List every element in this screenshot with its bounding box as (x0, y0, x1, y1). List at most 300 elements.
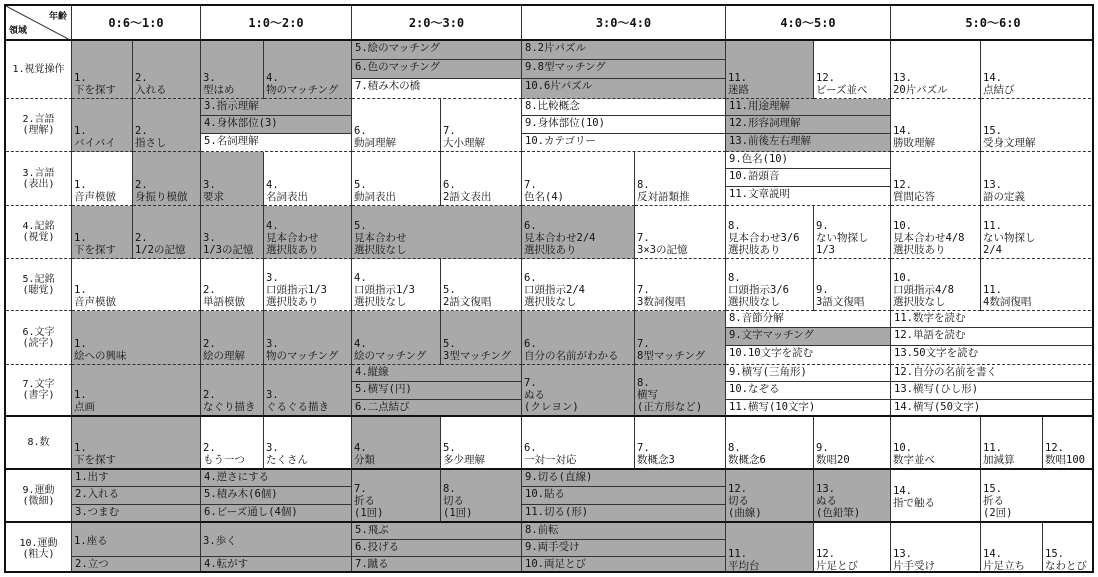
item-number: 1. (74, 284, 87, 296)
item-lang-comp-9: 9.身体部位(10) (522, 116, 726, 134)
item-text: 3×3の記憶 (637, 244, 688, 256)
item-number: 6. (524, 272, 537, 284)
item-numbers-6 (522, 417, 635, 470)
item-text: 多少理解 (443, 454, 485, 466)
item-number: 2. (203, 442, 216, 454)
item-mem-vis-11 (981, 206, 1094, 259)
item-text-line2: 選択肢なし (524, 296, 577, 308)
item-number: 6. (524, 338, 537, 350)
item-lang-exp-11: 11.文章説明 (726, 187, 891, 206)
item-number: 10. (893, 442, 912, 454)
item-text: 名詞表出 (266, 191, 308, 203)
item-number: 14. (983, 548, 1002, 560)
item-visual-10: 10.6片パズル (522, 79, 726, 99)
item-text-line1: 折る (983, 495, 1004, 507)
item-text-line1: 折る (354, 495, 375, 507)
item-number: 1. (74, 72, 87, 84)
item-number: 12. (1045, 442, 1064, 454)
item-letters-write-11: 11.横写(10文字) (726, 400, 891, 417)
item-numbers-10 (891, 417, 981, 470)
item-number: 8. (637, 377, 650, 389)
item-number: 4. (266, 72, 279, 84)
item-text-line2: 選択肢なし (728, 296, 781, 308)
item-text: 下を探す (74, 454, 116, 466)
item-letters-read-1 (72, 311, 201, 365)
item-motor-gross-6: 6.投げる (352, 540, 522, 557)
item-text: 数唱100 (1045, 454, 1085, 466)
item-number: 10. (893, 272, 912, 284)
item-text: 絵の理解 (203, 350, 245, 362)
item-visual-12 (814, 41, 891, 99)
item-letters-read-5 (441, 311, 522, 365)
item-text-line2: 選択肢なし (354, 244, 407, 256)
item-motor-gross-5: 5.飛ぶ (352, 523, 522, 540)
item-text: 点画 (74, 401, 95, 413)
item-text: 動詞表出 (354, 191, 396, 203)
item-number: 2. (203, 338, 216, 350)
item-text: 絵のマッチング (354, 350, 427, 362)
item-text: 音声模倣 (74, 191, 116, 203)
item-text: 片足立ち (983, 560, 1025, 572)
item-text-line2: 選択肢なし (893, 296, 946, 308)
item-text: 勝敗理解 (893, 137, 935, 149)
item-number: 14. (983, 72, 1002, 84)
item-text-line1: 見本合わせ (354, 232, 407, 244)
item-visual-8: 8.2片パズル (522, 41, 726, 60)
item-lang-comp-7 (441, 99, 522, 152)
item-lang-comp-14 (891, 99, 981, 152)
item-number: 3. (266, 442, 279, 454)
item-visual-2 (133, 41, 201, 99)
item-text: 数概念3 (637, 454, 675, 466)
item-motor-gross-9: 9.両手受け (522, 540, 726, 557)
item-mem-aud-5 (441, 259, 522, 311)
item-motor-gross-13 (891, 523, 981, 573)
item-visual-11 (726, 41, 814, 99)
item-visual-3 (201, 41, 264, 99)
item-letters-read-7 (635, 311, 726, 365)
item-number: 8. (637, 179, 650, 191)
item-motor-fine-4: 4.逆さにする (201, 470, 352, 487)
item-lang-exp-8 (635, 152, 726, 206)
item-lang-comp-4: 4.身体部位(3) (201, 116, 352, 134)
item-letters-write-12: 12.自分の名前を書く (891, 365, 1094, 382)
item-mem-vis-7 (635, 206, 726, 259)
item-letters-write-3 (264, 365, 352, 417)
item-number: 2. (203, 284, 216, 296)
item-motor-gross-2: 2.立つ (72, 557, 201, 573)
item-number: 3. (203, 232, 216, 244)
domain-label: 6.文字 (読字) (6, 311, 72, 365)
item-motor-fine-6: 6.ビーズ通し(4個) (201, 505, 352, 523)
item-text: 下を探す (74, 84, 116, 96)
item-numbers-4 (352, 417, 441, 470)
item-lang-comp-1 (72, 99, 133, 152)
item-number: 13. (816, 483, 835, 495)
item-text-line2: (2回) (983, 507, 1013, 519)
item-number: 7. (443, 125, 456, 137)
item-text: 3数詞復唱 (637, 296, 686, 308)
item-mem-vis-2 (133, 206, 201, 259)
item-number: 13. (893, 72, 912, 84)
item-mem-vis-3 (201, 206, 264, 259)
item-letters-write-8 (635, 365, 726, 417)
item-text-line1: 横写 (637, 389, 658, 401)
item-numbers-5 (441, 417, 522, 470)
item-text: 音声模倣 (74, 296, 116, 308)
item-letters-read-10: 10.10文字を読む (726, 346, 891, 365)
item-text: 数概念6 (728, 454, 766, 466)
item-mem-vis-10 (891, 206, 981, 259)
item-lang-comp-8: 8.比較概念 (522, 99, 726, 116)
item-motor-fine-7 (352, 470, 441, 523)
item-text-line2: 1/3 (816, 244, 835, 256)
item-text-line2: (色鉛筆) (816, 507, 861, 519)
item-lang-exp-2 (133, 152, 201, 206)
item-numbers-12 (1043, 417, 1094, 470)
item-number: 12. (816, 548, 835, 560)
item-text: 片足とび (816, 560, 858, 572)
item-number: 11. (983, 284, 1002, 296)
item-text: 質問応答 (893, 191, 935, 203)
item-text: なわとび (1045, 560, 1087, 572)
item-text: 平均台 (728, 560, 760, 572)
item-text-line1: ない物探し (983, 232, 1036, 244)
item-text: 語の定義 (983, 191, 1025, 203)
item-visual-13 (891, 41, 981, 99)
item-text: 20片パズル (893, 84, 948, 96)
item-numbers-3 (264, 417, 352, 470)
item-text: 1/2の記憶 (135, 244, 186, 256)
item-visual-9: 9.8型マッチング (522, 60, 726, 79)
item-mem-aud-10 (891, 259, 981, 311)
item-lang-comp-11: 11.用途理解 (726, 99, 891, 116)
item-number: 13. (983, 179, 1002, 191)
item-number: 14. (893, 125, 912, 137)
domain-label: 4.記銘 (視覚) (6, 206, 72, 259)
item-text-line2: 2/4 (983, 244, 1002, 256)
item-mem-aud-7 (635, 259, 726, 311)
item-numbers-11 (981, 417, 1043, 470)
item-number: 7. (637, 338, 650, 350)
item-text: 分類 (354, 454, 375, 466)
item-number: 2. (135, 232, 148, 244)
item-mem-aud-3 (264, 259, 352, 311)
item-motor-gross-15 (1043, 523, 1094, 573)
item-visual-5: 5.絵のマッチング (352, 41, 522, 60)
item-number: 11. (728, 72, 747, 84)
item-lang-exp-10: 10.語頭音 (726, 169, 891, 187)
item-motor-fine-3: 3.つまむ (72, 505, 201, 523)
age-header-4-0-5-0: 4:0～5:0 (726, 6, 891, 41)
item-text: 数字並べ (893, 454, 935, 466)
item-text: ビーズ並べ (816, 84, 868, 96)
item-lang-exp-4 (264, 152, 352, 206)
item-motor-gross-14 (981, 523, 1043, 573)
item-number: 6. (443, 179, 456, 191)
item-mem-vis-5 (352, 206, 522, 259)
item-number: 3. (203, 179, 216, 191)
item-letters-read-4 (352, 311, 441, 365)
item-text: 単語模倣 (203, 296, 245, 308)
item-lang-exp-7 (522, 152, 635, 206)
item-lang-comp-3: 3.指示理解 (201, 99, 352, 116)
item-lang-comp-6 (352, 99, 441, 152)
item-text: 2語文表出 (443, 191, 492, 203)
item-letters-read-12: 12.単語を読む (891, 328, 1094, 346)
age-header-1-0-2-0: 1:0～2:0 (201, 6, 352, 41)
item-motor-fine-9: 9.切る(直線) (522, 470, 726, 487)
item-mem-vis-9 (814, 206, 891, 259)
item-lang-comp-15 (981, 99, 1094, 152)
item-number: 11. (983, 442, 1002, 454)
item-number: 6. (354, 125, 367, 137)
item-text-line2: 選択肢あり (728, 244, 781, 256)
item-number: 13. (893, 548, 912, 560)
domain-label: 3.言語 (表出) (6, 152, 72, 206)
item-text-line1: 切る (728, 495, 749, 507)
item-text-line1: 口頭指示1/3 (266, 284, 327, 296)
item-number: 10. (893, 220, 912, 232)
item-mem-aud-6 (522, 259, 635, 311)
item-mem-aud-9 (814, 259, 891, 311)
item-text: 指さし (135, 137, 167, 149)
domain-label: 9.運動 (微細) (6, 470, 72, 523)
item-visual-14 (981, 41, 1094, 99)
item-lang-exp-6 (441, 152, 522, 206)
item-number: 7. (354, 483, 367, 495)
item-lang-comp-10: 10.カテゴリー (522, 134, 726, 152)
development-chart-table (4, 4, 1094, 573)
item-letters-write-9: 9.横写(三角形) (726, 365, 891, 382)
item-number: 1. (74, 389, 87, 401)
item-text-line2: (1回) (443, 507, 473, 519)
item-text: 点結び (983, 84, 1015, 96)
item-text-line1: 見本合わせ (266, 232, 319, 244)
item-text: 反対語類推 (637, 191, 690, 203)
item-mem-vis-6 (522, 206, 635, 259)
item-text-line1: ぬる (816, 495, 837, 507)
item-letters-read-11: 11.数字を読む (891, 311, 1094, 328)
item-number: 12. (728, 483, 747, 495)
age-header-0-6-1-0: 0:6～1:0 (72, 6, 201, 41)
item-text-line1: 口頭指示1/3 (354, 284, 415, 296)
item-text: 身振り模倣 (135, 191, 188, 203)
item-number: 7. (637, 232, 650, 244)
item-motor-gross-4: 4.転がす (201, 557, 352, 573)
item-text: バイバイ (74, 137, 116, 149)
item-text-line1: 見本合わせ4/8 (893, 232, 965, 244)
item-number: 1. (74, 442, 87, 454)
item-number: 1. (74, 179, 87, 191)
item-text: 指で触る (893, 497, 935, 509)
item-number: 1. (74, 338, 87, 350)
item-motor-gross-8: 8.前転 (522, 523, 726, 540)
item-motor-gross-7: 7.蹴る (352, 557, 522, 573)
item-text: 片手受け (893, 560, 935, 572)
item-motor-fine-2: 2.入れる (72, 487, 201, 505)
item-text-line1: 口頭指示4/8 (893, 284, 954, 296)
item-letters-write-13: 13.横写(ひし形) (891, 382, 1094, 400)
item-motor-fine-1: 1.出す (72, 470, 201, 487)
age-header-5-0-6-0: 5:0～6:0 (891, 6, 1094, 41)
item-letters-write-6: 6.二点結び (352, 400, 522, 417)
item-text: 迷路 (728, 84, 749, 96)
item-text: 下を探す (74, 244, 116, 256)
item-visual-4 (264, 41, 352, 99)
item-lang-exp-5 (352, 152, 441, 206)
item-text: 数唱20 (816, 454, 850, 466)
item-motor-fine-13 (814, 470, 891, 523)
domain-label: 2.言語 (理解) (6, 99, 72, 152)
item-text-line1: ない物探し (816, 232, 869, 244)
item-numbers-2 (201, 417, 264, 470)
item-text: 1/3の記憶 (203, 244, 254, 256)
item-motor-fine-14 (891, 470, 981, 523)
item-number: 2. (135, 125, 148, 137)
item-visual-1 (72, 41, 133, 99)
item-lang-exp-1 (72, 152, 133, 206)
item-number: 6. (524, 442, 537, 454)
item-number: 11. (728, 548, 747, 560)
item-text: 8型マッチング (637, 350, 706, 362)
item-text: 物のマッチング (266, 350, 339, 362)
item-visual-6: 6.色のマッチング (352, 60, 522, 79)
item-text: もう一つ (203, 454, 245, 466)
item-number: 6. (524, 220, 537, 232)
item-letters-write-4: 4.縦線 (352, 365, 522, 382)
item-lang-exp-12 (891, 152, 981, 206)
item-number: 4. (354, 338, 367, 350)
item-number: 3. (203, 72, 216, 84)
item-lang-comp-5: 5.名詞理解 (201, 134, 352, 152)
item-motor-fine-15 (981, 470, 1094, 523)
item-mem-vis-1 (72, 206, 133, 259)
item-motor-gross-10: 10.両足とび (522, 557, 726, 573)
item-text-line2: (正方形など) (637, 401, 703, 413)
item-number: 12. (893, 179, 912, 191)
item-mem-aud-11 (981, 259, 1094, 311)
item-numbers-9 (814, 417, 891, 470)
item-motor-fine-5: 5.積み木(6個) (201, 487, 352, 505)
item-motor-gross-1: 1.座る (72, 523, 201, 557)
item-number: 3. (266, 389, 279, 401)
corner-domain-label: 領域 (9, 26, 28, 36)
item-numbers-1 (72, 417, 201, 470)
item-text: 加減算 (983, 454, 1015, 466)
item-number: 5. (443, 284, 456, 296)
item-text: 3型マッチング (443, 350, 512, 362)
item-number: 4. (266, 179, 279, 191)
item-mem-aud-8 (726, 259, 814, 311)
item-number: 4. (354, 272, 367, 284)
item-number: 15. (983, 125, 1002, 137)
item-number: 15. (1045, 548, 1064, 560)
item-motor-gross-12 (814, 523, 891, 573)
item-motor-fine-10: 10.貼る (522, 487, 726, 505)
item-text-line1: ぬる (524, 389, 545, 401)
domain-label: 5.記銘 (聴覚) (6, 259, 72, 311)
item-mem-vis-8 (726, 206, 814, 259)
item-letters-write-10: 10.なぞる (726, 382, 891, 400)
item-lang-comp-2 (133, 99, 201, 152)
item-letters-read-9: 9.文字マッチング (726, 328, 891, 346)
item-number: 1. (74, 125, 87, 137)
item-mem-vis-4 (264, 206, 352, 259)
item-number: 4. (266, 220, 279, 232)
item-number: 8. (728, 442, 741, 454)
item-letters-read-2 (201, 311, 264, 365)
item-number: 1. (74, 232, 87, 244)
item-letters-write-5: 5.横写(円) (352, 382, 522, 400)
item-mem-aud-2 (201, 259, 264, 311)
item-number: 5. (443, 442, 456, 454)
item-number: 9. (816, 442, 829, 454)
item-text: 受身文理解 (983, 137, 1036, 149)
item-number: 2. (135, 179, 148, 191)
item-lang-exp-9: 9.色名(10) (726, 152, 891, 169)
item-text-line2: 選択肢あり (266, 244, 319, 256)
item-text: 動詞理解 (354, 137, 396, 149)
item-text-line1: 見本合わせ2/4 (524, 232, 596, 244)
item-number: 5. (443, 338, 456, 350)
domain-label: 10.運動 (粗大) (6, 523, 72, 573)
item-letters-read-8: 8.音節分解 (726, 311, 891, 328)
item-number: 5. (354, 179, 367, 191)
item-letters-read-3 (264, 311, 352, 365)
item-text: 4数詞復唱 (983, 296, 1032, 308)
item-number: 2. (203, 389, 216, 401)
item-letters-write-14: 14.横写(50文字) (891, 400, 1094, 417)
item-number: 5. (354, 220, 367, 232)
item-motor-fine-11: 11.切る(形) (522, 505, 726, 523)
item-number: 15. (983, 483, 1002, 495)
item-text: 型はめ (203, 84, 235, 96)
item-number: 7. (524, 179, 537, 191)
item-lang-comp-13: 13.前後左右理解 (726, 134, 891, 152)
item-text: 要求 (203, 191, 224, 203)
item-numbers-8 (726, 417, 814, 470)
item-number: 4. (354, 442, 367, 454)
item-text: たくさん (266, 454, 308, 466)
age-header-2-0-3-0: 2:0～3:0 (352, 6, 522, 41)
item-lang-comp-12: 12.形容詞理解 (726, 116, 891, 134)
item-text: 一対一対応 (524, 454, 577, 466)
corner-header (6, 6, 72, 41)
item-mem-aud-4 (352, 259, 441, 311)
item-text-line2: 選択肢なし (354, 296, 407, 308)
item-letters-read-13: 13.50文字を読む (891, 346, 1094, 365)
item-text: なぐり描き (203, 401, 256, 413)
item-letters-write-7 (522, 365, 635, 417)
item-number: 8. (728, 272, 741, 284)
item-text-line2: 選択肢あり (266, 296, 319, 308)
item-number: 14. (893, 485, 912, 497)
item-text: 3語文復唱 (816, 296, 865, 308)
item-text: ぐるぐる描き (266, 401, 329, 413)
item-lang-exp-13 (981, 152, 1094, 206)
item-motor-gross-3: 3.歩く (201, 523, 352, 557)
item-number: 7. (637, 442, 650, 454)
item-text: 色名(4) (524, 191, 564, 203)
domain-label: 8.数 (6, 417, 72, 470)
item-mem-aud-1 (72, 259, 201, 311)
item-motor-gross-11 (726, 523, 814, 573)
item-text-line2: (1回) (354, 507, 384, 519)
item-text-line2: 選択肢あり (893, 244, 946, 256)
item-motor-fine-8 (441, 470, 522, 523)
corner-age-label: 年齢 (48, 12, 67, 22)
